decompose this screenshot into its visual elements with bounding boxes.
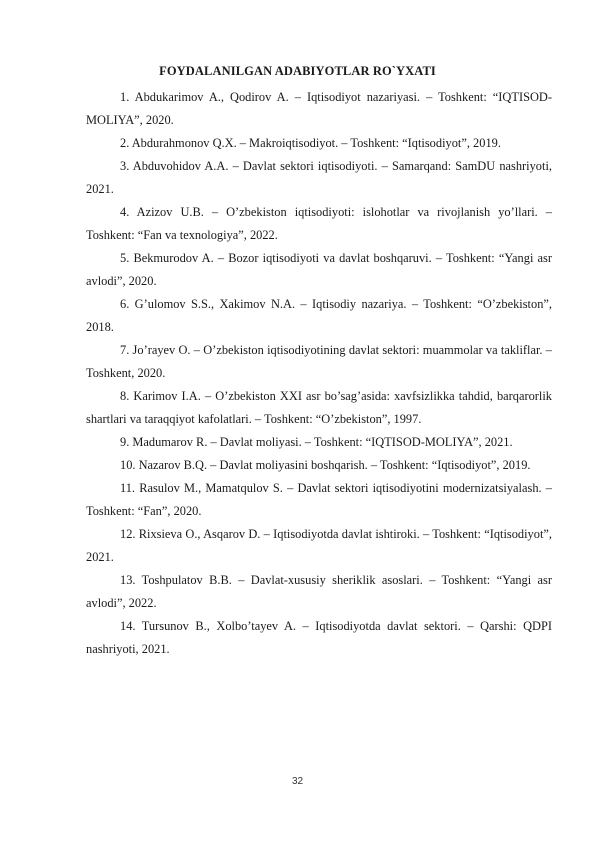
reference-item <box>86 569 552 615</box>
reference-text: 13. Toshpulatov B.B. – Davlat-xususiy sheriklik asoslari. – Toshkent: “Yangi asr avlodi”, 2022. <box>86 573 552 610</box>
reference-item <box>86 523 552 569</box>
reference-text: 4. Azizov U.B. – O’zbekiston iqtisodiyoti: islohotlar va rivojlanish yo’llari. – Toshkent: “Fan va texnologiya”, 2022. <box>86 205 552 242</box>
reference-text: 8. Karimov I.A. – O’zbekiston XXI asr bo’sag’asida: xavfsizlikka tahdid, barqarorlik shartlari va taraqqiyot kafolatlari. – Toshkent: “O’zbekiston”, 1997. <box>86 389 552 426</box>
page-number: 32 <box>291 776 304 787</box>
reference-item <box>86 385 552 431</box>
reference-list <box>86 86 552 661</box>
reference-item <box>86 247 552 293</box>
reference-item <box>86 155 552 201</box>
reference-text: 14. Tursunov B., Xolbo’tayev A. – Iqtisodiyotda davlat sektori. – Qarshi: QDPI nashriyoti, 2021. <box>86 619 552 656</box>
reference-item <box>86 201 552 247</box>
reference-item <box>86 615 552 661</box>
reference-text: 3. Abduvohidov A.A. – Davlat sektori iqtisodiyoti. – Samarqand: SamDU nashriyoti, 2021. <box>86 159 552 196</box>
reference-text: 7. Jo’rayev O. – O’zbekiston iqtisodiyotining davlat sektori: muammolar va takliflar. – Toshkent, 2020. <box>86 343 552 380</box>
page-title: FOYDALANILGAN ADABIYOTLAR RO`YXATI <box>159 64 436 78</box>
reference-text: 9. Madumarov R. – Davlat moliyasi. – Toshkent: “IQTISOD-MOLIYA”, 2021. <box>120 435 513 449</box>
reference-item <box>86 431 552 454</box>
reference-text: 12. Rixsieva O., Asqarov D. – Iqtisodiyotda davlat ishtiroki. – Toshkent: “Iqtisodiyot”, 2021. <box>86 527 552 564</box>
reference-item <box>86 293 552 339</box>
reference-item <box>86 339 552 385</box>
reference-item <box>86 132 552 155</box>
reference-text: 2. Abdurahmonov Q.X. – Makroiqtisodiyot. – Toshkent: “Iqtisodiyot”, 2019. <box>120 136 501 150</box>
reference-item <box>86 86 552 132</box>
reference-item <box>86 477 552 523</box>
reference-text: 10. Nazarov B.Q. – Davlat moliyasini boshqarish. – Toshkent: “Iqtisodiyot”, 2019. <box>120 458 531 472</box>
reference-text: 11. Rasulov M., Mamatqulov S. – Davlat sektori iqtisodiyotini modernizatsiyalash. – Toshkent: “Fan”, 2020. <box>86 481 552 518</box>
reference-item <box>86 454 552 477</box>
reference-text: 5. Bekmurodov A. – Bozor iqtisodiyoti va davlat boshqaruvi. – Toshkent: “Yangi asr avlodi”, 2020. <box>86 251 552 288</box>
reference-text: 6. G’ulomov S.S., Xakimov N.A. – Iqtisodiy nazariya. – Toshkent: “O’zbekiston”, 2018. <box>86 297 552 334</box>
reference-text: 1. Abdukarimov A., Qodirov A. – Iqtisodiyot nazariyasi. – Toshkent: “IQTISOD-MOLIYA”, 2020. <box>86 90 552 127</box>
